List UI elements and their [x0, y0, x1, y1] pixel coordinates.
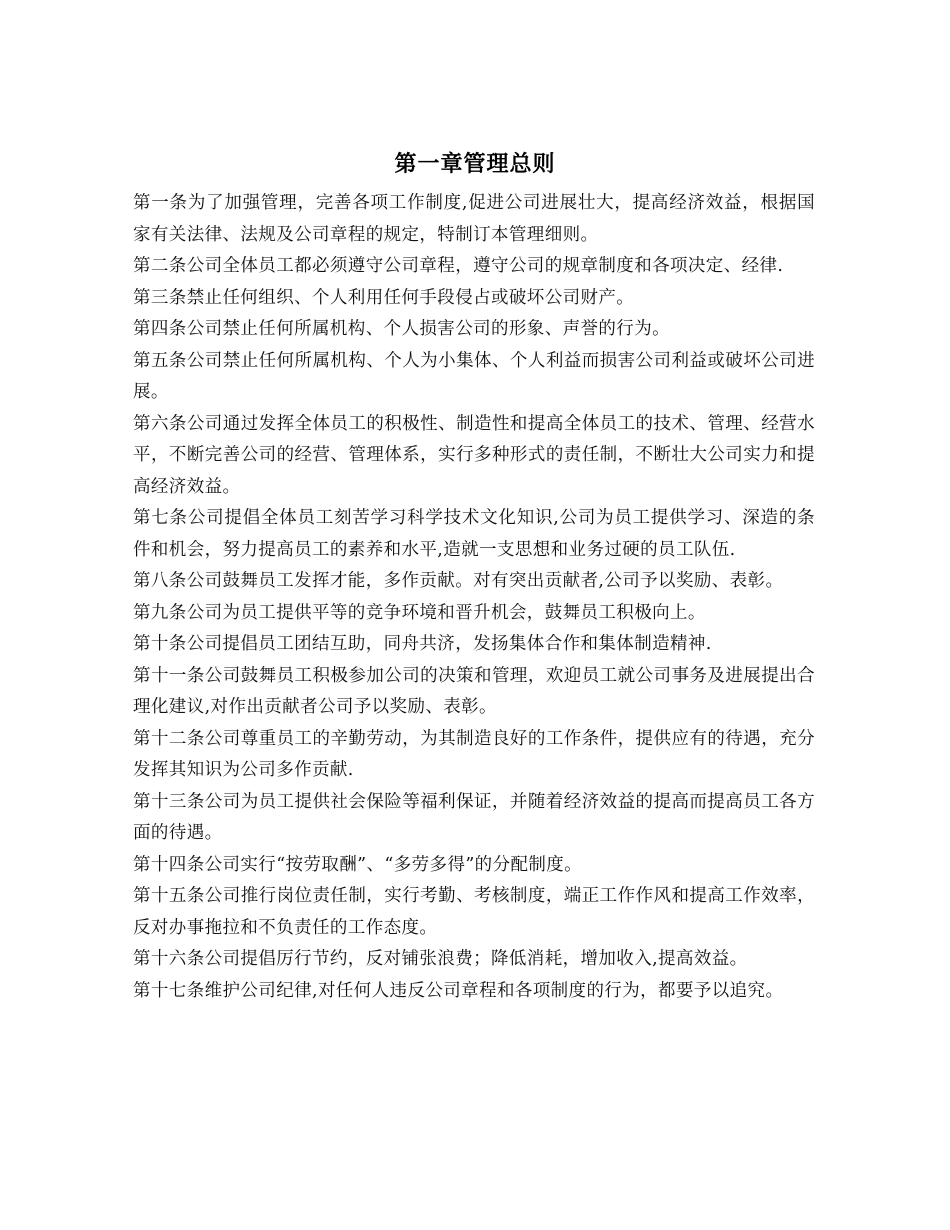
article-8: 第八条公司鼓舞员工发挥才能，多作贡献。对有突出贡献者,公司予以奖励、表彰。: [133, 571, 784, 591]
article-15: 第十五条公司推行岗位责任制，实行考勤、考核制度，端正工作作风和提高工作效率，反对办事拖拉和不负责任的工作态度。: [133, 886, 815, 938]
article-5: 第五条公司禁止任何所属机构、个人为小集体、个人利益而损害公司利益或破坏公司进展。: [133, 350, 815, 402]
article-12: 第十二条公司尊重员工的辛勤劳动，为其制造良好的工作条件，提供应有的待遇，充分发挥其知识为公司多作贡献.: [133, 728, 815, 780]
article-14: 第十四条公司实行“按劳取酬”、“多劳多得”的分配制度。: [133, 854, 583, 875]
article-6: 第六条公司通过发挥全体员工的积极性、制造性和提高全体员工的技术、管理、经营水平，不断完善公司的经营、管理体系，实行多种形式的责任制，不断壮大公司实力和提高经济效益。: [133, 413, 815, 497]
article-11: 第十一条公司鼓舞员工积极参加公司的决策和管理，欢迎员工就公司事务及进展提出合理化建议,对作出贡献者公司予以奖励、表彰。: [133, 665, 815, 717]
article-4: 第四条公司禁止任何所属机构、个人损害公司的形象、声誉的行为。: [133, 319, 670, 339]
chapter-title: 第一章管理总则: [394, 152, 556, 177]
article-16: 第十六条公司提倡厉行节约，反对铺张浪费；降低消耗，增加收入,提高效益。: [133, 949, 748, 969]
article-9: 第九条公司为员工提供平等的竞争环境和晋升机会，鼓舞员工积极向上。: [133, 602, 706, 623]
article-list: [133, 188, 815, 1007]
article-7: 第七条公司提倡全体员工刻苦学习科学技术文化知识,公司为员工提供学习、深造的条件和机会，努力提高员工的素养和水平,造就一支思想和业务过硬的员工队伍.: [133, 508, 815, 560]
article-10: 第十条公司提倡员工团结互助，同舟共济，发扬集体合作和集体制造精神.: [133, 634, 712, 654]
article-3: 第三条禁止任何组织、个人利用任何手段侵占或破坏公司财产。: [133, 287, 635, 308]
article-1: 第一条为了加强管理，完善各项工作制度,促进公司进展壮大，提高经济效益，根据国家有关法律、法规及公司章程的规定，特制订本管理细则。: [133, 193, 815, 245]
article-2: 第二条公司全体员工都必须遵守公司章程，遵守公司的规章制度和各项决定、经律.: [133, 256, 784, 276]
article-17: 第十七条维护公司纪律,对任何人违反公司章程和各项制度的行为，都要予以追究。: [133, 980, 784, 1001]
article-13: 第十三条公司为员工提供社会保险等福利保证，并随着经济效益的提高而提高员工各方面的待遇。: [133, 791, 815, 843]
